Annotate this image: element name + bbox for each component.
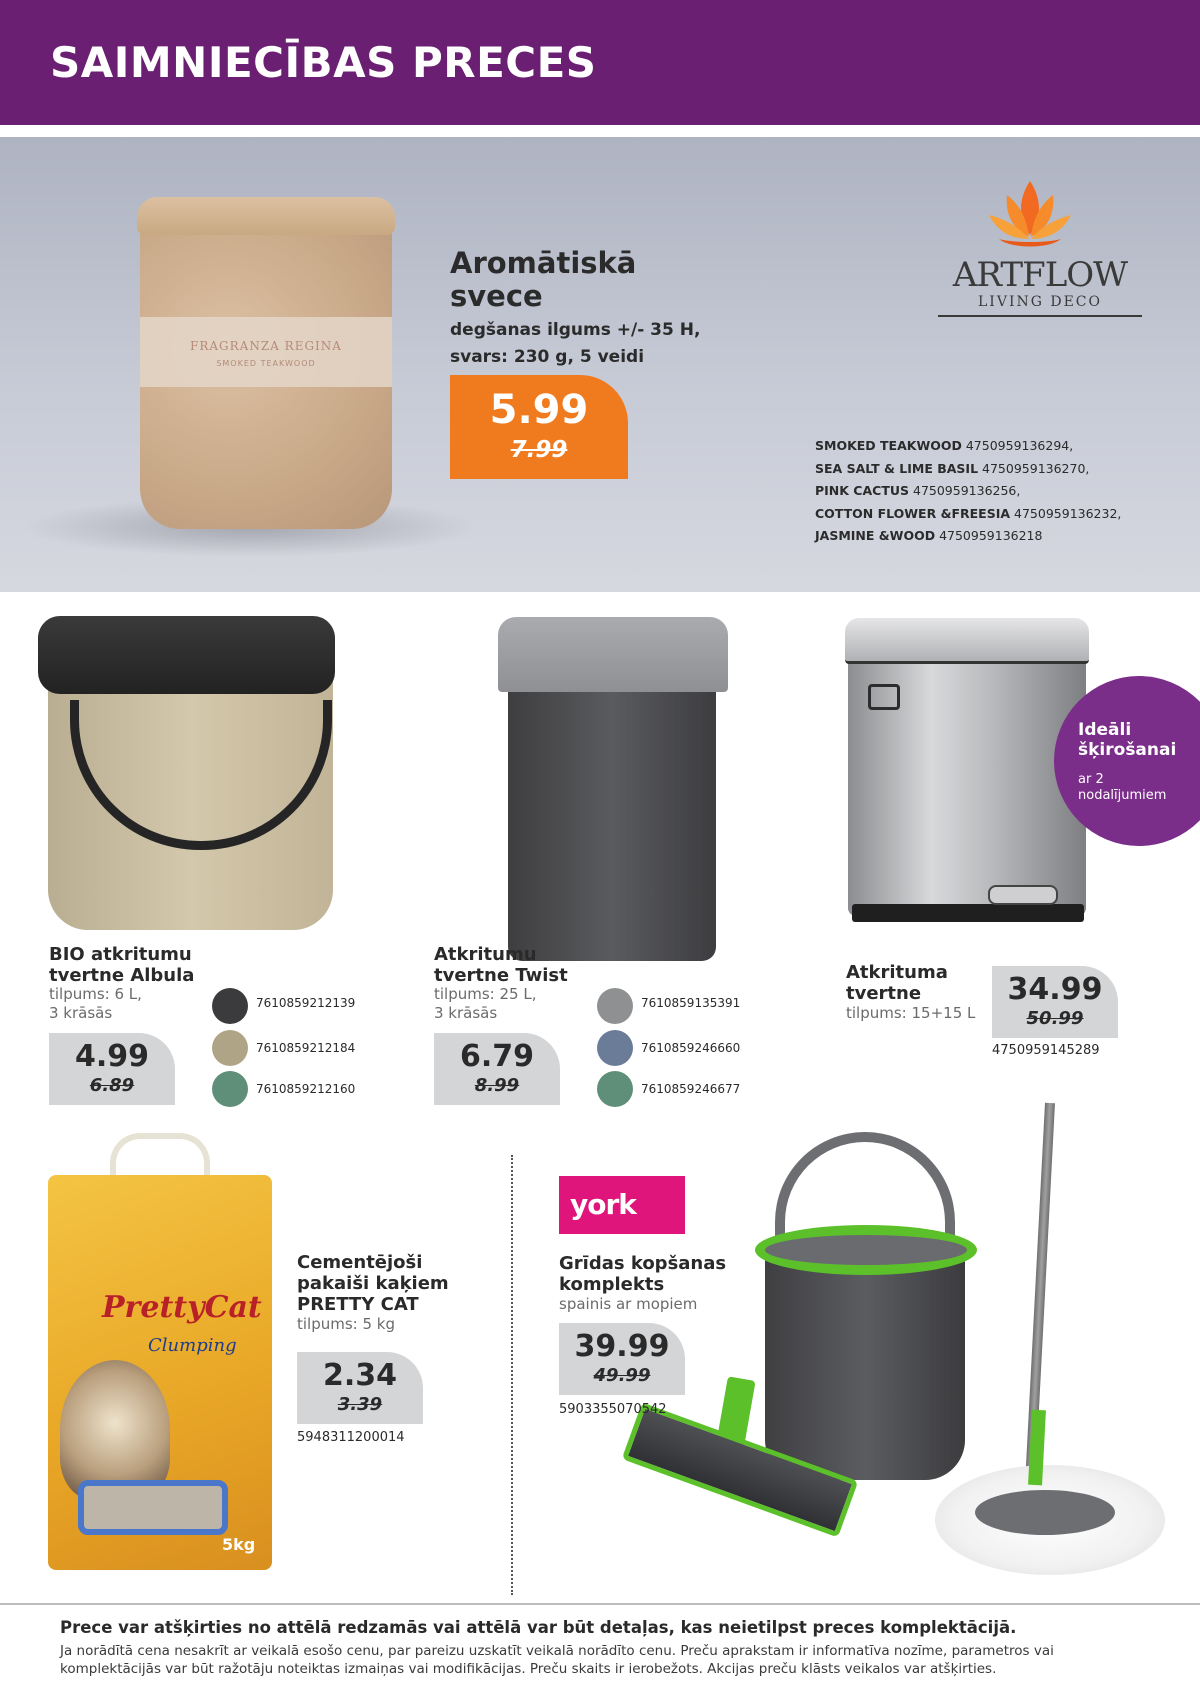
bio-bin-lid <box>38 616 335 694</box>
pedal-bin-desc: tilpums: 15+15 L <box>846 1004 976 1022</box>
candle-title-line1: Aromātiskā <box>450 246 637 280</box>
variant-item <box>815 458 1121 481</box>
mop-set-price-was: 49.99 <box>593 1365 651 1386</box>
cat-litter-code: 5948311200014 <box>297 1430 405 1445</box>
bio-bin-code-3: 7610859212160 <box>256 1082 356 1096</box>
badge-title-line2: šķirošanai <box>1078 740 1177 760</box>
artflow-logo-sub: LIVING DECO <box>978 294 1102 310</box>
badge-sub-line2: nodalījumiem <box>1078 788 1167 803</box>
artflow-logo-name: ARTFLOW <box>952 255 1128 295</box>
variant-code: 4750959136270, <box>982 460 1090 476</box>
variant-name: PINK CACTUS <box>815 483 910 498</box>
twist-bin-price-was: 8.99 <box>474 1075 520 1096</box>
lotus-logo-icon <box>985 177 1075 255</box>
bio-bin-desc-line2: 3 krāsās <box>49 1004 113 1022</box>
variant-name: SEA SALT & LIME BASIL <box>815 460 979 476</box>
candle-jar-sublabel: SMOKED TEAKWOOD <box>216 359 316 368</box>
variant-code: 4750959136232, <box>1014 505 1122 521</box>
cat-litter-bag-sub: Clumping <box>148 1335 237 1356</box>
candle-desc-line1: degšanas ilgums +/- 35 H, <box>450 320 701 340</box>
candle-jar-lid <box>137 197 395 235</box>
candle-title-line2: svece <box>450 279 543 313</box>
cat-litter-desc: tilpums: 5 kg <box>297 1315 396 1333</box>
spin-mop-disc <box>975 1490 1115 1535</box>
variant-name: SMOKED TEAKWOOD <box>815 438 962 453</box>
bio-bin-code-2: 7610859212184 <box>256 1041 356 1055</box>
variant-code: 4750959136218 <box>939 528 1043 543</box>
candle-variants-list <box>815 435 1121 548</box>
twist-bin-desc-line2: 3 krāsās <box>434 1004 498 1022</box>
bio-bin-price-was: 6.89 <box>89 1075 135 1096</box>
color-swatch-green <box>212 1071 248 1107</box>
candle-desc-line2: svars: 230 g, 5 veidi <box>450 347 645 367</box>
candle-title <box>450 247 636 313</box>
logo-underline <box>938 315 1142 317</box>
litter-tray-image <box>78 1480 228 1535</box>
variant-code: 4750959136256, <box>913 483 1021 498</box>
pedal-bin-title-line2: tvertne <box>846 983 922 1004</box>
pedal-bin-lid <box>845 618 1089 664</box>
pedal-bin-price-tag <box>992 966 1118 1038</box>
cat-litter-title <box>297 1252 449 1315</box>
cat-litter-price-tag <box>297 1352 423 1424</box>
mop-set-desc: spainis ar mopiem <box>559 1295 698 1313</box>
variant-name: COTTON FLOWER &FREESIA <box>815 505 1011 521</box>
mop-set-title-line1: Grīdas kopšanas <box>559 1253 727 1274</box>
color-swatch-beige <box>212 1030 248 1066</box>
cat-litter-price-now: 2.34 <box>322 1358 398 1393</box>
twist-bin-lid <box>498 617 728 692</box>
mop-set-price-tag <box>559 1323 685 1395</box>
badge-sub-line1: ar 2 <box>1078 772 1104 787</box>
color-swatch-dark-grey <box>212 988 248 1024</box>
dotted-divider <box>511 1155 513 1595</box>
mop-set-title-line2: komplekts <box>559 1274 665 1295</box>
twist-bin-price-tag <box>434 1033 560 1105</box>
cat-litter-title-line3: PRETTY CAT <box>297 1294 419 1315</box>
cat-litter-bag-weight: 5kg <box>222 1535 256 1554</box>
cat-litter-title-line2: pakaiši kaķiem <box>297 1273 449 1294</box>
twist-bin-price-now: 6.79 <box>459 1039 535 1074</box>
badge-title-line1: Ideāli <box>1078 720 1132 740</box>
mop-set-code: 5903355070542 <box>559 1402 667 1417</box>
york-logo-text: york <box>570 1188 636 1221</box>
candle-price-was: 7.99 <box>510 437 568 463</box>
variant-item <box>815 480 1121 503</box>
cat-image <box>60 1360 170 1500</box>
cat-litter-price-was: 3.39 <box>337 1394 383 1415</box>
variant-code: 4750959136294, <box>965 438 1074 453</box>
pedal-bin-title <box>846 962 948 1004</box>
pedal-bin-code: 4750959145289 <box>992 1043 1100 1058</box>
bio-bin-desc-line1: tilpums: 6 L, <box>49 985 142 1003</box>
candle-description <box>450 317 700 371</box>
pedal-bin-pedal <box>988 885 1058 905</box>
mop-set-price-now: 39.99 <box>574 1329 670 1364</box>
cat-litter-title-line1: Cementējoši <box>297 1252 423 1273</box>
variant-item <box>815 435 1121 458</box>
candle-price-tag <box>450 375 628 479</box>
footer-divider <box>0 1603 1200 1605</box>
sorting-badge-sub <box>1078 772 1166 804</box>
mop-bucket-rim <box>755 1225 977 1275</box>
bio-bin-price-tag <box>49 1033 175 1105</box>
twist-bin-code-1: 7610859135391 <box>641 996 741 1010</box>
pedal-bin-base <box>852 904 1084 922</box>
page-title: SAIMNIECĪBAS PRECES <box>50 38 597 87</box>
footer-disclaimer-bold: Prece var atšķirties no attēlā redzamās vai attēlā var būt detaļas, kas neietilpst preces komplektācijā. <box>60 1618 1017 1637</box>
variant-name: JASMINE &WOOD <box>815 528 936 543</box>
bio-bin-title <box>49 944 194 986</box>
twist-bin-image <box>508 676 716 961</box>
twist-bin-code-3: 7610859246677 <box>641 1082 741 1096</box>
pedal-bin-handle <box>868 684 900 710</box>
twist-bin-desc <box>434 985 536 1023</box>
color-swatch-grey <box>597 988 633 1024</box>
variant-item <box>815 525 1121 548</box>
candle-jar-label: FRAGRANZA REGINA <box>190 339 342 353</box>
candle-price-now: 5.99 <box>489 387 589 433</box>
mop-set-title <box>559 1253 726 1295</box>
bio-bin-title-line2: tvertne Albula <box>49 965 195 986</box>
cat-litter-bag-brand: PrettyCat <box>102 1290 262 1325</box>
twist-bin-title-line2: tvertne Twist <box>434 965 568 986</box>
twist-bin-code-2: 7610859246660 <box>641 1041 741 1055</box>
twist-bin-title <box>434 944 568 986</box>
variant-item <box>815 503 1121 526</box>
pedal-bin-price-now: 34.99 <box>1007 972 1103 1007</box>
bio-bin-code-1: 7610859212139 <box>256 996 356 1010</box>
pedal-bin-title-line1: Atkrituma <box>846 962 948 983</box>
bio-bin-price-now: 4.99 <box>74 1039 150 1074</box>
sorting-badge-title <box>1078 720 1176 760</box>
color-swatch-green <box>597 1071 633 1107</box>
footer-disclaimer-text: Ja norādītā cena nesakrīt ar veikalā esošo cenu, par pareizu uzskatīt veikalā norādīto cenu. Preču aprakstam ir informatīva nozīme, parametros vai komplektācijās var būt ražotāju noteiktas izmaiņas vai modifikācijas. Preču skaits ir ierobežots. Akcijas preču klāsts veikalos var atšķirties. <box>60 1643 1054 1677</box>
pedal-bin-price-was: 50.99 <box>1026 1008 1084 1029</box>
color-swatch-blue <box>597 1030 633 1066</box>
bio-bin-desc <box>49 985 142 1023</box>
bio-bin-title-line1: BIO atkritumu <box>49 944 192 965</box>
mop-bucket-image <box>765 1250 965 1480</box>
twist-bin-title-line1: Atkritumu <box>434 944 537 965</box>
hero-banner <box>0 137 1200 592</box>
pedal-bin-image <box>848 628 1086 916</box>
twist-bin-desc-line1: tilpums: 25 L, <box>434 985 537 1003</box>
